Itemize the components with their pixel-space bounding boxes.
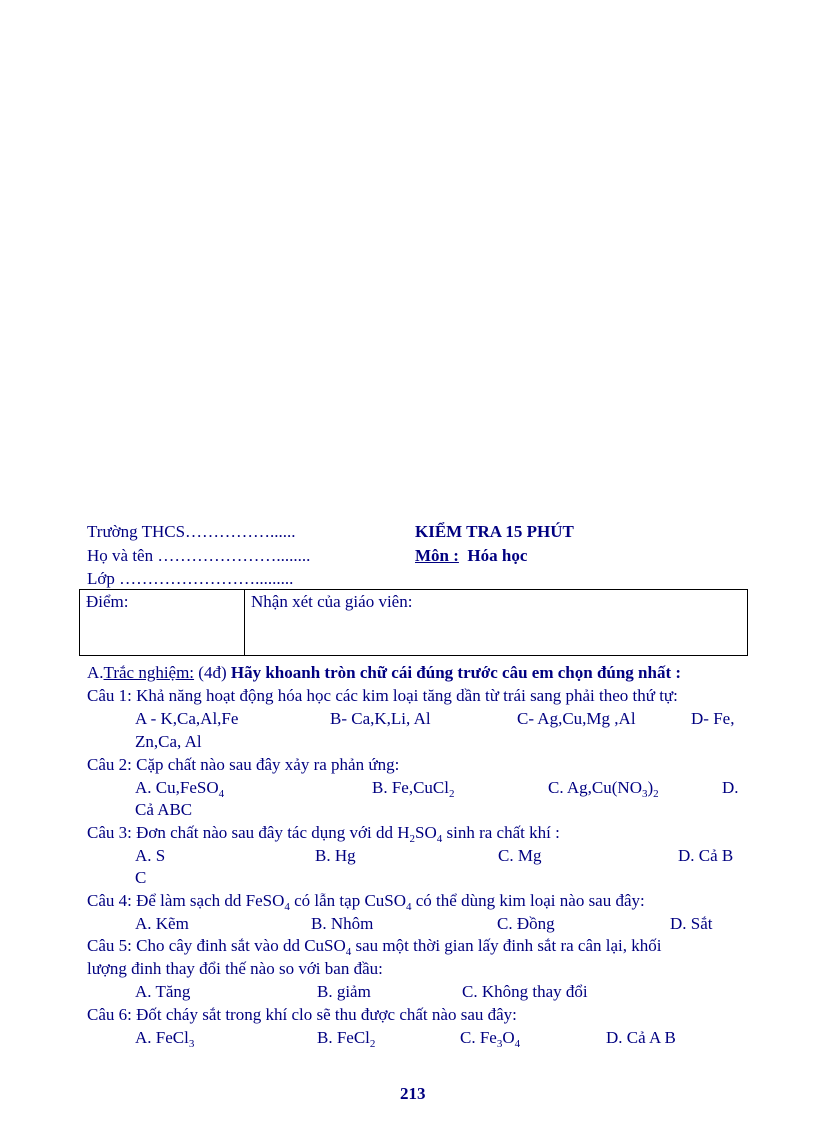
- grade-table-divider: [244, 590, 245, 655]
- q4-option-b[interactable]: B. Nhôm: [311, 914, 374, 933]
- q1-option-d-wrap[interactable]: Zn,Ca, Al: [135, 732, 202, 751]
- q2-option-d-wrap[interactable]: Cả ABC: [135, 800, 193, 819]
- q4-option-c[interactable]: C. Đồng: [497, 914, 555, 933]
- q6-option-d[interactable]: D. Cả A B: [606, 1028, 676, 1047]
- subscript: 2: [449, 788, 455, 800]
- q1-option-a[interactable]: A - K,Ca,Al,Fe: [135, 709, 239, 728]
- school-field: Trường THCS……………......: [87, 522, 296, 541]
- q6-option-a[interactable]: A. FeCl$_3$: [135, 1028, 195, 1050]
- q4-option-a[interactable]: A. Kẽm: [135, 914, 189, 933]
- question-4-stem: Câu 4: Để làm sạch dd FeSO$_4$ có lẫn tạp CuSO$_4$ có thể dùng kim loại nào sau đây:: [87, 891, 645, 913]
- question-3-stem: Câu 3: Đơn chất nào sau đây tác dụng với dd $H_2SO_4$ sinh ra chất khí :: [87, 823, 560, 845]
- q4-option-d[interactable]: D. Sắt: [670, 914, 713, 933]
- q6-option-c[interactable]: C. $Fe_3O_4$: [460, 1028, 521, 1050]
- subscript: 2: [653, 788, 659, 800]
- subscript: 3: [496, 1038, 503, 1050]
- subject-name: Hóa học: [467, 546, 528, 565]
- q1-option-d[interactable]: D- Fe,: [691, 709, 735, 728]
- section-heading: [87, 663, 681, 683]
- subscript: 4: [284, 901, 290, 913]
- section-instruction: Hãy khoanh tròn chữ cái đúng trước câu em chọn đúng nhất :: [230, 663, 682, 682]
- q2-option-b[interactable]: B. Fe,CuCl$_2$: [372, 778, 455, 800]
- score-label: Điểm:: [86, 592, 129, 611]
- subject-line: [415, 546, 527, 566]
- question-2-stem: Câu 2: Cặp chất nào sau đây xảy ra phản ứng:: [87, 755, 400, 774]
- subscript: 2: [369, 1038, 376, 1050]
- question-1-stem: Câu 1: Khả năng hoạt động hóa học các kim loại tăng dần từ trái sang phải theo thứ tự:: [87, 686, 678, 705]
- q2-option-d[interactable]: D.: [722, 778, 739, 797]
- section-prefix: A.: [87, 663, 104, 682]
- q3-option-b[interactable]: B. Hg: [315, 846, 356, 865]
- subscript: 4: [218, 788, 225, 800]
- q5-option-c[interactable]: C. Không thay đổi: [462, 982, 588, 1001]
- subscript: 4: [345, 946, 352, 958]
- question-5-stem: Câu 5: Cho cây đinh sắt vào dd CuSO$_4$ sau một thời gian lấy đinh sắt ra cân lại, khối: [87, 936, 662, 958]
- q6-option-b[interactable]: B. FeCl$_2$: [317, 1028, 376, 1050]
- q2-option-a[interactable]: A. Cu,FeSO$_4$: [135, 778, 225, 800]
- exam-title: KIỂM TRA 15 PHÚT: [415, 522, 574, 541]
- q3-option-d-wrap[interactable]: C: [135, 868, 147, 887]
- grade-table: [79, 589, 748, 656]
- section-points: (4đ): [194, 663, 231, 682]
- q2-option-c[interactable]: C. $Ag,Cu(NO_3)_2$: [548, 778, 659, 800]
- page-number: 213: [400, 1084, 426, 1103]
- student-name-field: Họ và tên …………………........: [87, 546, 311, 565]
- q1-option-c[interactable]: C- Ag,Cu,Mg ,Al: [517, 709, 636, 728]
- teacher-comment-label: Nhận xét của giáo viên:: [251, 592, 413, 611]
- q1-option-b[interactable]: B- Ca,K,Li, Al: [330, 709, 431, 728]
- question-5-stem-cont: lượng đinh thay đổi thế nào so với ban đầu:: [87, 959, 383, 978]
- q3-option-d[interactable]: D. Cả B: [678, 846, 734, 865]
- q3-option-c[interactable]: C. Mg: [498, 846, 542, 865]
- subscript: 3: [641, 788, 648, 800]
- class-field: Lớp …………………….........: [87, 569, 294, 588]
- q3-option-a[interactable]: A. S: [135, 846, 166, 865]
- subject-label: Môn :: [415, 546, 459, 565]
- subscript: 2: [409, 833, 415, 845]
- subscript: 4: [436, 833, 443, 845]
- q5-option-a[interactable]: A. Tăng: [135, 982, 191, 1001]
- question-6-stem: Câu 6: Đốt cháy sắt trong khí clo sẽ thu được chất nào sau đây:: [87, 1005, 517, 1024]
- q5-option-b[interactable]: B. giảm: [317, 982, 371, 1001]
- section-title: Trắc nghiệm:: [103, 663, 195, 682]
- subscript: 3: [188, 1038, 195, 1050]
- subscript: 4: [406, 901, 412, 913]
- subscript: 4: [514, 1038, 521, 1050]
